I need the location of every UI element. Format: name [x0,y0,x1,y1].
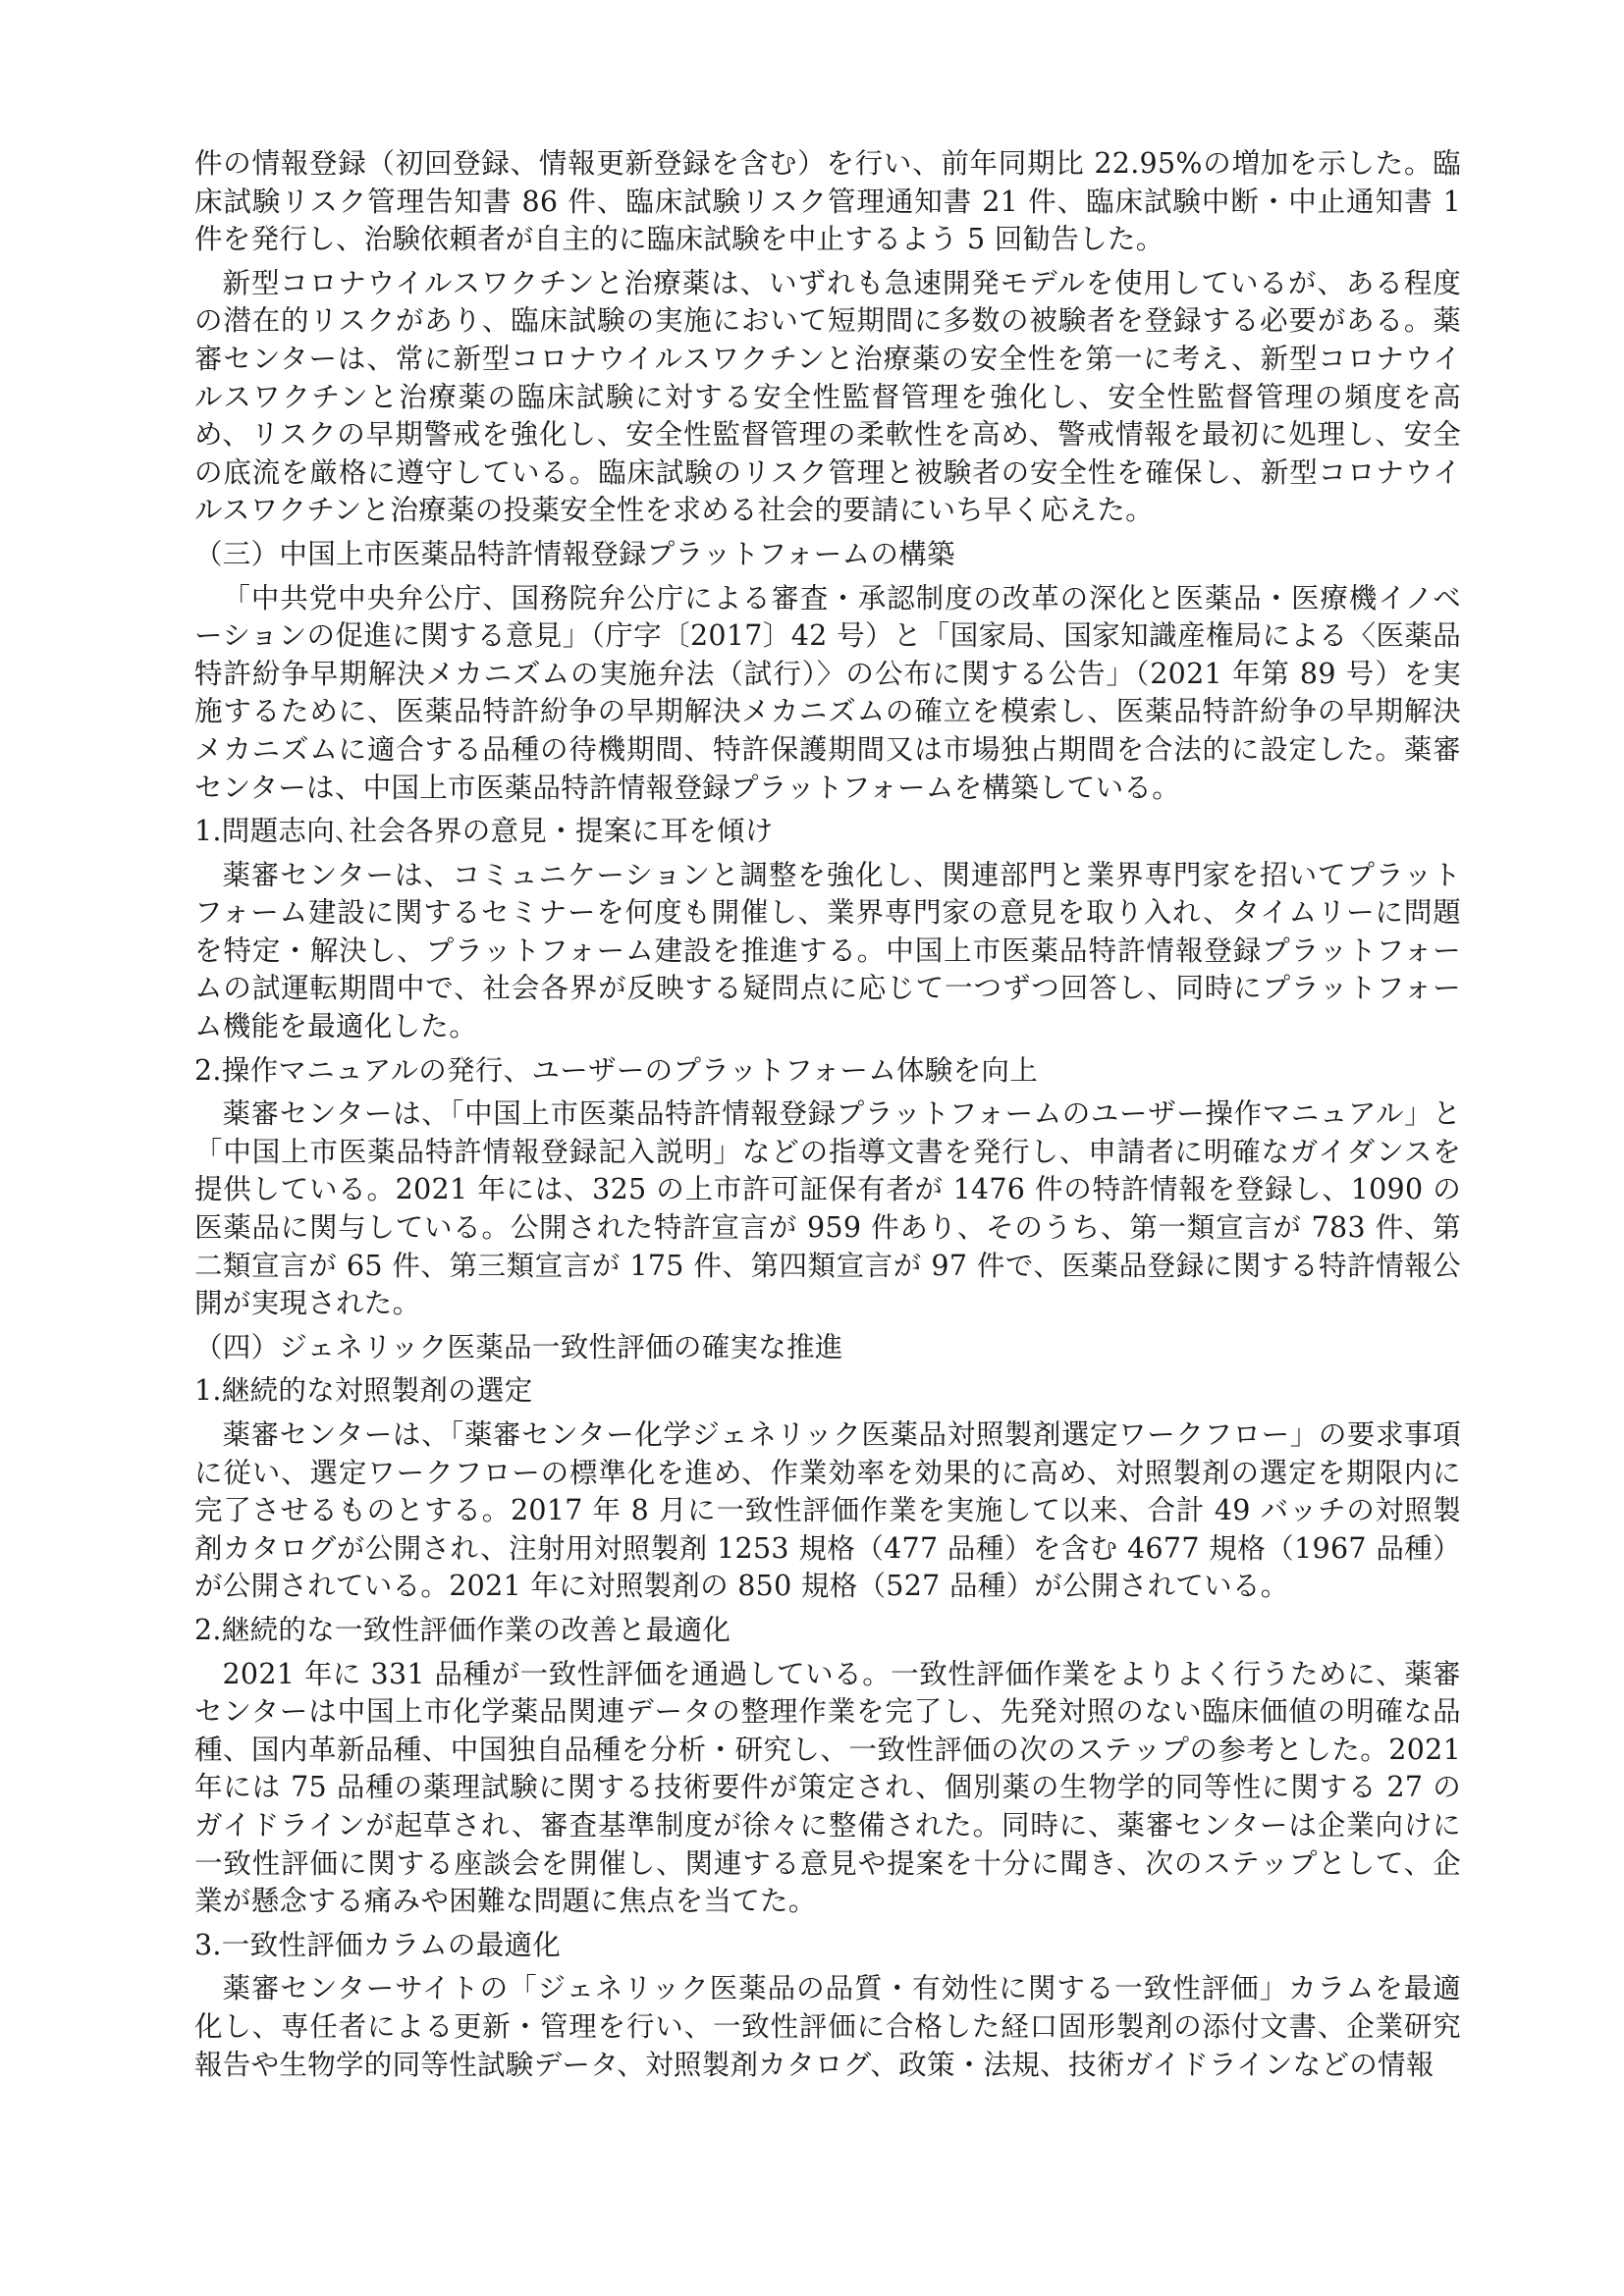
paragraph-reference-selection: 薬審センターは、「薬審センター化学ジェネリック医薬品対照製剤選定ワークフロー」の要求事項に従い、選定ワークフローの標準化を進め、作業効率を効果的に高め、対照製剤の選定を期限内に完了させるものとする。2017 年 8 月に一致性評価作業を実施して以来、合計 49 バッチの対照製剤カタログが公開され、注射用対照製剤 1253 規格（477 品種）を含む 4677 規格（1967 品種）が公開されている。2021 年に対照製剤の 850 規格（527 品種）が公開されている。 [194,1418,1461,1603]
document-page [194,145,1461,2090]
section-heading-generic-consistency: （四）ジェネリック医薬品一致性評価の確実な推進 [194,1330,843,1363]
paragraph-column-optimization: 薬審センターサイトの「ジェネリック医薬品の品質・有効性に関する一致性評価」カラムを最適化し、専任者による更新・管理を行い、一致性評価に合格した経口固形製剤の添付文書、企業研究報告や生物学的同等性試験データ、対照製剤カタログ、政策・法規、技術ガイドラインなどの情報 [194,1972,1461,2081]
paragraph-covid-vaccine-safety: 新型コロナウイルスワクチンと治療薬は、いずれも急速開発モデルを使用しているが、ある程度の潜在的リスクがあり、臨床試験の実施において短期間に多数の被験者を登録する必要がある。薬審センターは、常に新型コロナウイルスワクチンと治療薬の安全性を第一に考え、新型コロナウイルスワクチンと治療薬の臨床試験に対する安全性監督管理を強化し、安全性監督管理の頻度を高め、リスクの早期警戒を強化し、安全性監督管理の柔軟性を高め、警戒情報を最初に処理し、安全の底流を厳格に遵守している。臨床試験のリスク管理と被験者の安全性を確保し、新型コロナウイルスワクチンと治療薬の投薬安全性を求める社会的要請にいち早く応えた。 [194,266,1461,527]
subheading-operation-manual: 2.操作マニュアルの発行、ユーザーのプラットフォーム体験を向上 [194,1053,1039,1087]
paragraph-evaluation-improvement: 2021 年に 331 品種が一致性評価を通過している。一致性評価作業をよりよく行うために、薬審センターは中国上市化学薬品関連データの整理作業を完了し、先発対照のない臨床価値の明確な品種、国内革新品種、中国独自品種を分析・研究し、一致性評価の次のステップの参考とした。2021 年には 75 品種の薬理試験に関する技術要件が策定され、個別薬の生物学的同等性に関する 27 のガイドラインが起草され、審査基準制度が徐々に整備された。同時に、薬審センターは企業向けに一致性評価に関する座談会を開催し、関連する意見や提案を十分に聞き、次のステップとして、企業が懸念する痛みや困難な問題に焦点を当てた。 [194,1657,1461,1918]
subheading-evaluation-improvement: 2.継続的な一致性評価作業の改善と最適化 [194,1613,731,1646]
subheading-problem-oriented: 1.問題志向､社会各界の意見・提案に耳を傾け [194,815,774,848]
paragraph-manual-statistics: 薬審センターは、「中国上市医薬品特許情報登録プラットフォームのユーザー操作マニュアル」と「中国上市医薬品特許情報登録記入説明」などの指導文書を発行し、申請者に明確なガイダンスを提供している。2021 年には、325 の上市許可証保有者が 1476 件の特許情報を登録し、1090 の医薬品に関与している。公開された特許宣言が 959 件あり、そのうち、第一類宣言が 783 件、第二類宣言が 65 件、第三類宣言が 175 件、第四類宣言が 97 件で、医薬品登録に関する特許情報公開が実現された。 [194,1097,1461,1320]
subheading-reference-selection: 1.継続的な対照製剤の選定 [194,1374,533,1408]
subheading-column-optimization: 3.一致性評価カラムの最適化 [194,1928,562,1961]
paragraph-clinical-trial-risk-summary: 件の情報登録（初回登録、情報更新登録を含む）を行い、前年同期比 22.95%の増加を示した。臨床試験リスク管理告知書 86 件、臨床試験リスク管理通知書 21 件、臨床試験中断・中止通知書 1 件を発行し、治験依頼者が自主的に臨床試験を中止するよう 5 回勧告した。 [194,147,1461,256]
section-heading-patent-platform: （三）中国上市医薬品特許情報登録プラットフォームの構築 [194,537,955,570]
paragraph-patent-platform-intro: 「中共党中央弁公庁、国務院弁公庁による審査・承認制度の改革の深化と医薬品・医療機イノベーションの促進に関する意見」（庁字〔2017〕42 号）と「国家局、国家知識産権局による〈医薬品特許紛争早期解決メカニズムの実施弁法（試行）〉の公布に関する公告」（2021 年第 89 号）を実施するために、医薬品特許紛争の早期解決メカニズムの確立を模索し、医薬品特許紛争の早期解決メカニズムに適合する品種の待機期間、特許保護期間又は市場独占期間を合法的に設定した。薬審センターは、中国上市医薬品特許情報登録プラットフォームを構築している。 [194,581,1461,804]
paragraph-seminars-feedback: 薬審センターは、コミュニケーションと調整を強化し、関連部門と業界専門家を招いてプラットフォーム建設に関するセミナーを何度も開催し、業界専門家の意見を取り入れ、タイムリーに問題を特定・解決し、プラットフォーム建設を推進する。中国上市医薬品特許情報登録プラットフォームの試運転期間中で、社会各界が反映する疑問点に応じて一つずつ回答し、同時にプラットフォーム機能を最適化した。 [194,858,1461,1043]
